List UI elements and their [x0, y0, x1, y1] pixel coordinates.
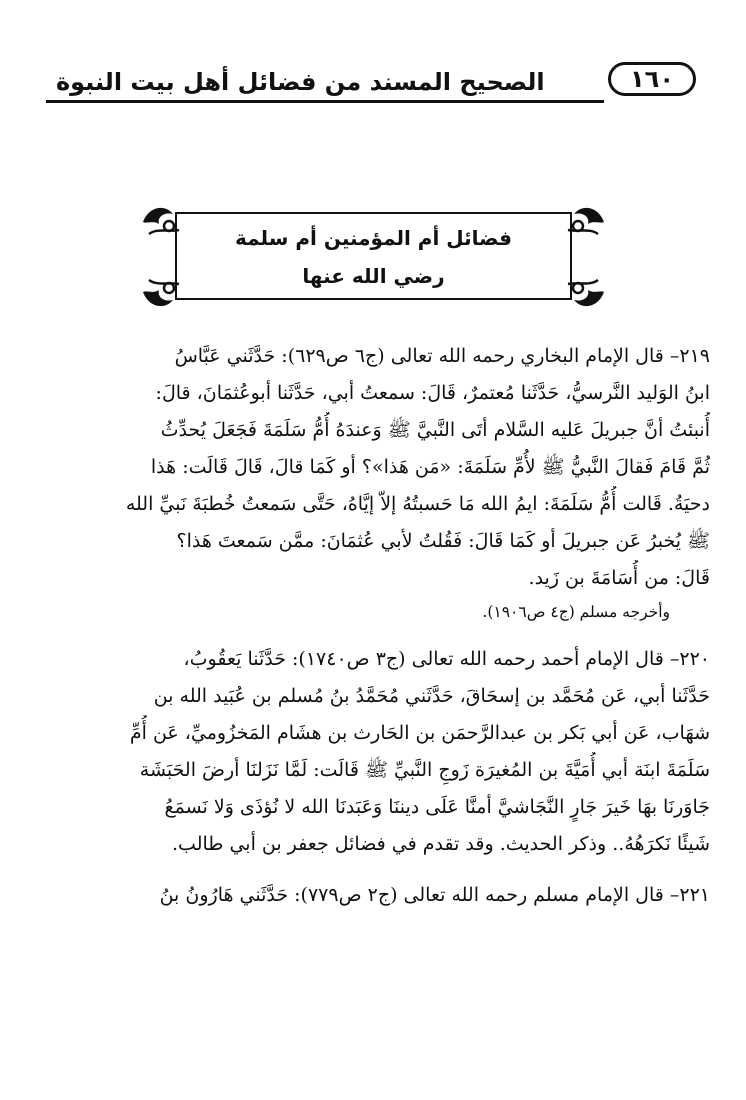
text-line: ﷺ يُخبرُ عَن جبريلَ أو كَمَا قَالَ: فَقُلتُ لأبي عُثمَانَ: ممَّن سَمعتَ هَذا؟	[176, 530, 710, 552]
text-line: ٢٢٠– قال الإمام أحمد رحمه الله تعالى (ج٣ ص١٧٤٠): حَدَّثَنا يَعقُوبُ،	[183, 648, 710, 670]
text-line: شهَاب، عَن أبي بَكر بن عبدالرَّحمَن بن الحَارث بن هشَام المَخزُوميِّ، عَن أُمِّ	[129, 722, 710, 744]
text-line: سَلَمَةَ ابنَة أبي أُمَيَّةَ بن المُغيرَة زَوجِ النَّبيِّ ﷺ قَالَت: لَمَّا نَزَلنَا أرضَ الحَبَشَة	[139, 759, 710, 781]
text-line: ٢٢١– قال الإمام مسلم رحمه الله تعالى (ج٢ ص٧٧٩): حَدَّثَني هَارُونُ بنُ	[159, 884, 710, 906]
hadith-220	[40, 641, 710, 863]
hadith-reference: وأخرجه مسلم (ج٤ ص١٩٠٦).	[482, 603, 670, 621]
text-line: حَدَّثَنا أبي، عَن مُحَمَّد بن إسحَاقَ، حَدَّثَني مُحَمَّدُ بنُ مُسلم بن عُبَيد الله بن	[153, 685, 710, 707]
corner-ornament-icon	[564, 270, 608, 314]
chapter-title-frame	[175, 212, 572, 300]
text-line: جَاوَرنَا بهَا خَيرَ جَارٍ النَّجَاشيَّ أمنَّا عَلَى ديننَا وَعَبَدنَا الله لا نُؤذَى وَلا نَسمَعُ	[164, 796, 710, 818]
hadith-221	[40, 877, 710, 914]
text-line: ٢١٩– قال الإمام البخاري رحمه الله تعالى (ج٦ ص٦٢٩): حَدَّثَني عَبَّاسُ	[174, 345, 710, 367]
header-rule	[46, 100, 604, 103]
text-line: أُنبئتُ أنَّ جبريلَ عَليه السَّلام أتَى النَّبيَّ ﷺ وَعندَهُ أُمُّ سَلَمَةَ فَجَعَلَ يُحدِّثُ	[160, 419, 710, 441]
corner-ornament-icon	[564, 200, 608, 244]
hadith-219	[40, 338, 710, 627]
text-line: ثُمَّ قَامَ فَقالَ النَّبيُّ ﷺ لأُمِّ سَلَمَةَ: «مَن هَذا»؟ أو كَمَا قالَ، قَالَ قَالَت: هَذا	[150, 456, 710, 478]
paragraph-gap	[40, 627, 710, 641]
chapter-title: فضائل أم المؤمنين أم سلمة	[235, 226, 512, 250]
text-line: دحيَةُ. قَالت أُمُّ سَلَمَةَ: ايمُ الله مَا حَسبتُهُ إلاّ إيَّاهُ، حَتَّى سَمعتُ خُطبَةَ نَبيِّ الله	[125, 493, 710, 515]
text-line: ابنُ الوَليد النَّرسيُّ، حَدَّثَنا مُعتمرٌ، قَالَ: سمعتُ أبي، حَدَّثَنا أبوعُثمَانَ، قالَ:	[155, 382, 710, 404]
running-header	[46, 58, 696, 108]
page-body	[40, 338, 710, 914]
page-number: ١٦٠	[608, 62, 696, 96]
text-line: قَالَ: من أُسَامَةَ بن زَيد.	[528, 567, 710, 589]
running-title: الصحيح المسند من فضائل أهل بيت النبوة	[56, 68, 545, 96]
chapter-subtitle: رضي الله عنها	[302, 264, 445, 288]
text-line: شَيئًا نَكرَهُهُ.. وذكر الحديث. وقد تقدم في فضائل جعفر بن أبي طالب.	[172, 833, 710, 855]
paragraph-gap	[40, 863, 710, 877]
